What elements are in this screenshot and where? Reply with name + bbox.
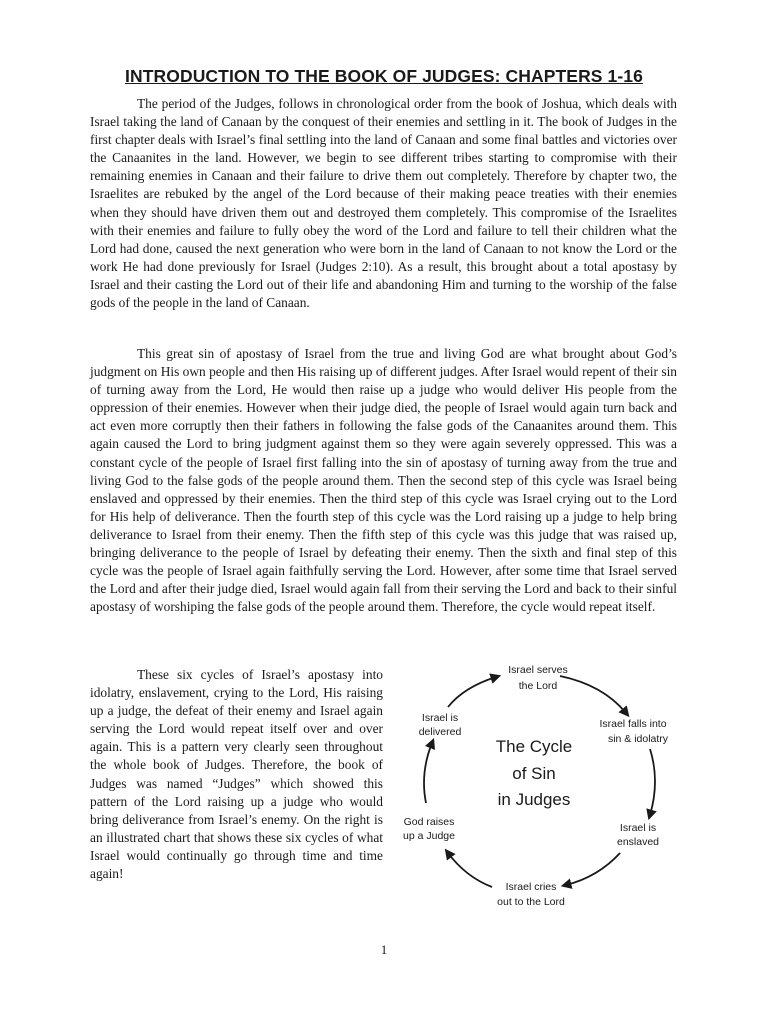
diagram-title-line-2: of Sin xyxy=(512,764,556,783)
stage-cries-line-1: Israel cries xyxy=(505,881,557,893)
cycle-diagram-svg xyxy=(388,655,688,920)
diagram-title-line-1: The Cycle xyxy=(495,737,573,756)
arrow-raises-to-delivered xyxy=(424,743,432,803)
stage-serves-line-2: the Lord xyxy=(518,680,558,692)
stage-falls-line-2: sin & idolatry xyxy=(607,733,669,745)
stage-delivered-line-2: delivered xyxy=(418,726,462,738)
stage-enslaved-line-1: Israel is xyxy=(619,822,657,834)
paragraph-intro: The period of the Judges, follows in chronological order from the book of Joshua, which deals with Israel taking the land of Canaan by the conquest of their enemies and settling in it. The book of Judges in the first chapter deals with Israel’s final settling into the land of Canaan and some final battles and victories over the Canaanites in the land. However, we begin to see different tribes starting to compromise with their remaining enemies in Canaan and their failure to drive them out completely. Therefore by chapter two, the Israelites are rebuked by the angel of the Lord because of their making peace treaties with their enemies when they should have driven them out and destroyed them completely. This compromise of the Israelites with their enemies and failure to fully obey the word of the Lord and failure to tell their children what the Lord had done, caused the next generation who were born in the land of Canaan to not know the Lord or the work He had done previously for Israel (Judges 2:10). As a result, this brought about a total apostasy by Israel and their casting the Lord out of their life and abandoning Him and turning to the worship of the false gods of the people in the land of Canaan. xyxy=(90,96,677,311)
page-title: INTRODUCTION TO THE BOOK OF JUDGES: CHAPTERS 1-16 xyxy=(125,66,643,86)
arrow-falls-to-enslaved xyxy=(650,749,655,815)
cycle-of-sin-diagram xyxy=(388,655,688,920)
page-number: 1 xyxy=(380,942,388,957)
arrow-cries-to-raises xyxy=(448,853,492,887)
stage-cries-line-2: out to the Lord xyxy=(497,896,565,908)
stage-delivered-line-1: Israel is xyxy=(421,712,459,724)
paragraph-apostasy: This great sin of apostasy of Israel from the true and living God are what brought about God’s judgment on His own people and then His raising up of different judges. After Israel would repent of their sin of turning away from the Lord, He would then raise up a judge who would deliver His people from the oppression of their enemies. However when their judge died, the people of Israel would again turn back and act even more corruptly then their fathers in following the false gods of the Canaanites around them. This again caused the Lord to bring judgment against them so they were again severely oppressed. This was a constant cycle of the people of Israel first falling into the sin of apostasy of turning away from the true and living God to the false gods of the people around them. Then the second step of this cycle was Israel being enslaved and oppressed by their enemies. Then the third step of this cycle was Israel crying out to the Lord for His help of deliverance. Then the fourth step of this cycle was the Lord raising up a judge to help bring deliverance to Israel from their enemy. Then the fifth step of this cycle was this judge that was raised up, bringing deliverance to the people of Israel by defeating their enemy. Then the sixth and final step of this cycle was the people of Israel again faithfully serving the Lord. However, after some time that Israel served the Lord and after their judge died, Israel would again fall from their serving the Lord and back to their sinful apostasy of worshiping the false gods of the people around them. Therefore, the cycle would repeat itself. xyxy=(90,346,677,615)
stage-serves-line-1: Israel serves xyxy=(508,664,568,676)
stage-enslaved-line-2: enslaved xyxy=(616,836,660,848)
arrow-enslaved-to-cries xyxy=(566,853,620,885)
diagram-title-line-3: in Judges xyxy=(497,790,571,809)
arrow-delivered-to-serves xyxy=(448,677,496,707)
stage-raises-line-1: God raises xyxy=(403,816,455,828)
stage-raises-line-2: up a Judge xyxy=(403,830,455,842)
arrow-serves-to-falls xyxy=(560,676,626,713)
paragraph-six-cycles: These six cycles of Israel’s apostasy into idolatry, enslavement, crying to the Lord, His raising up a judge, the defeat of their enemy and Israel again serving the Lord would repeat itself over and over again. This is a pattern very clearly seen throughout the whole book of Judges. Therefore, the book of Judges was named “Judges” which showed this pattern of the Lord raising up a judge who would bring deliverance from Israel’s enemy. On the right is an illustrated chart that shows these six cycles of what Israel would continually go through time and time again! xyxy=(90,667,383,882)
stage-falls-line-1: Israel falls into xyxy=(599,718,667,730)
